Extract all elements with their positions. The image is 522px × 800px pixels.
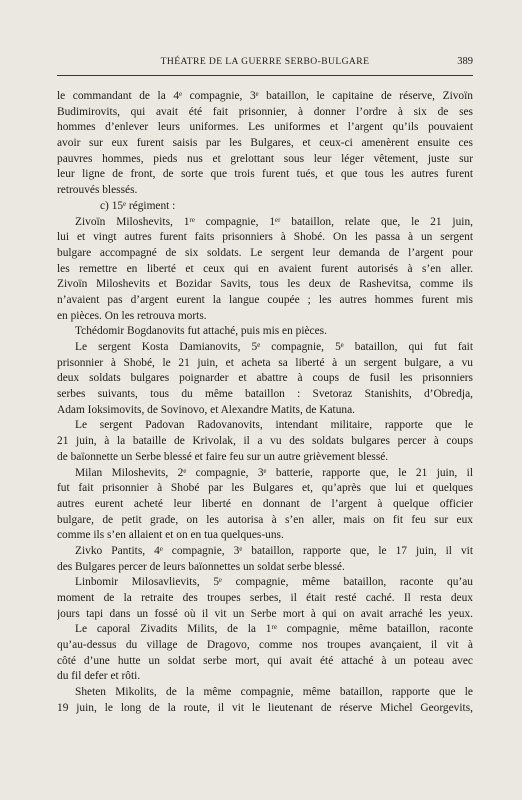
- text-line: pauvres hommes, pieds nus et grelottant sous leur léger vêtement, juste sur: [57, 152, 473, 165]
- text-line: Zivoïn Miloshevits et Bozidar Savits, tous les deux de Rashevitsa, comme ils: [57, 278, 473, 291]
- text-line: 19 juin, le long de la route, il vit le lieutenant de réserve Michel Georgevits,: [57, 701, 473, 714]
- section-heading: c) 15ᵉ régiment :: [100, 199, 176, 212]
- page-number: 389: [457, 56, 473, 67]
- text-line: moment de la retraite des troupes serbes, il était resté caché. Il resta deux: [57, 592, 473, 604]
- text-line: Le caporal Zivadits Milits, de la 1ʳᵉ compagnie, même bataillon, raconte: [75, 623, 473, 636]
- text-line: autres eurent acheté leur liberté en donnant de l’argent à quelque officier: [57, 497, 473, 510]
- text-line: bulgare, de petit grade, on les autorisa à s’en aller, mais on fit feu sur eux: [57, 513, 473, 526]
- text-line: qu’au-dessus du village de Dragovo, comme nos troupes avançaient, il vit à: [57, 639, 473, 652]
- body-text: [57, 89, 473, 717]
- header-rule: [57, 75, 473, 76]
- text-line: du fil defer et rôti.: [57, 670, 141, 683]
- text-line: de baïonnette un Serbe blessé et faire feu sur un autre grièvement blessé.: [57, 450, 389, 463]
- running-header: [57, 56, 473, 72]
- text-line: le commandant de la 4ᵉ compagnie, 3ᵉ bataillon, le capitaine de réserve, Zivoïn: [57, 90, 473, 102]
- text-line: Linbomir Milosavlievits, 5ᵉ compagnie, même bataillon, raconte qu’au: [75, 576, 473, 589]
- text-line: 21 juin, à la bataille de Krivolak, il a vu des soldats bulgares percer à coups: [57, 435, 473, 448]
- text-line: Zivko Pantits, 4ᵉ compagnie, 3ᵉ bataillon, rapporte que, le 17 juin, il vit: [75, 544, 473, 557]
- text-line: avoir sur eux furent saisis par les Bulgares, et ceux-ci amenèrent ensuite ces: [57, 137, 473, 150]
- text-line: en pièces. On les retrouva morts.: [57, 309, 207, 322]
- text-line: lui et vingt autres furent faits prisonniers à Shobé. On les passa à un sergent: [57, 231, 473, 244]
- text-line: bulgare accompagné de six soldats. Le sergent leur demanda de l’argent pour: [57, 246, 473, 259]
- text-line: Tchédomir Bogdanovits fut attaché, puis mis en pièces.: [75, 325, 327, 338]
- text-line: Le sergent Kosta Damianovits, 5ᵉ compagnie, 5ᵉ bataillon, qui fut fait: [75, 341, 473, 353]
- text-line: jours tapi dans un fossé où il vit un Serbe mort à qui on avait arraché les yeux.: [57, 607, 473, 620]
- text-line: Milan Miloshevits, 2ᵉ compagnie, 3ᵉ batterie, rapporte que, le 21 juin, il: [75, 466, 473, 479]
- text-line: comme ils s’en allaient et on en tua quelques-uns.: [57, 529, 284, 542]
- text-line: les remettre en liberté et ceux qui en avaient furent autorisés à s’en aller.: [57, 262, 473, 275]
- text-line: prisonnier à Shobé, le 21 juin, et acheta sa liberté à un sergent bulgare, a vu: [57, 356, 473, 369]
- text-line: Le sergent Padovan Radovanovits, intendant militaire, rapporte que le: [75, 419, 473, 432]
- text-line: côté d’une hutte un soldat serbe mort, qui avait été attaché à un poteau avec: [57, 654, 473, 667]
- text-line: serbes suivants, tous du même bataillon : Svetoraz Stanishits, d’Obredja,: [57, 388, 473, 401]
- text-line: hommes d’enlever leurs uniformes. Les uniformes et l’argent qu’ils pouvaient: [57, 121, 473, 134]
- text-line: des Bulgares percer de leurs baïonnettes un soldat serbe blessé.: [57, 560, 345, 573]
- text-line: fut fait prisonnier à Shobé par les Bulgares et, qu’après que lui et quelques: [57, 482, 473, 495]
- text-line: retrouvés blessés.: [57, 184, 138, 197]
- text-line: Sheten Mikolits, de la même compagnie, même bataillon, rapporte que le: [75, 686, 473, 699]
- running-title: THÉATRE DE LA GUERRE SERBO-BULGARE: [160, 56, 370, 67]
- text-line: deux soldats bulgares poignarder et abattre à coups de fusil les prisonniers: [57, 372, 473, 385]
- text-line: Budimirovits, qui avait été fait prisonnier, à donner l’ordre à six de ses: [57, 105, 473, 118]
- text-line: leur ligne de front, de sorte que trois furent tués, et que tous les autres furent: [57, 168, 473, 181]
- text-line: n’avaient pas d’argent eurent la langue coupée ; les autres hommes furent mis: [57, 293, 473, 306]
- text-line: Zivoïn Miloshevits, 1ʳᵉ compagnie, 1ᵉʳ bataillon, relate que, le 21 juin,: [75, 215, 473, 228]
- text-line: Adam Ioksimovits, de Sovinovo, et Alexandre Matits, de Katuna.: [57, 403, 356, 416]
